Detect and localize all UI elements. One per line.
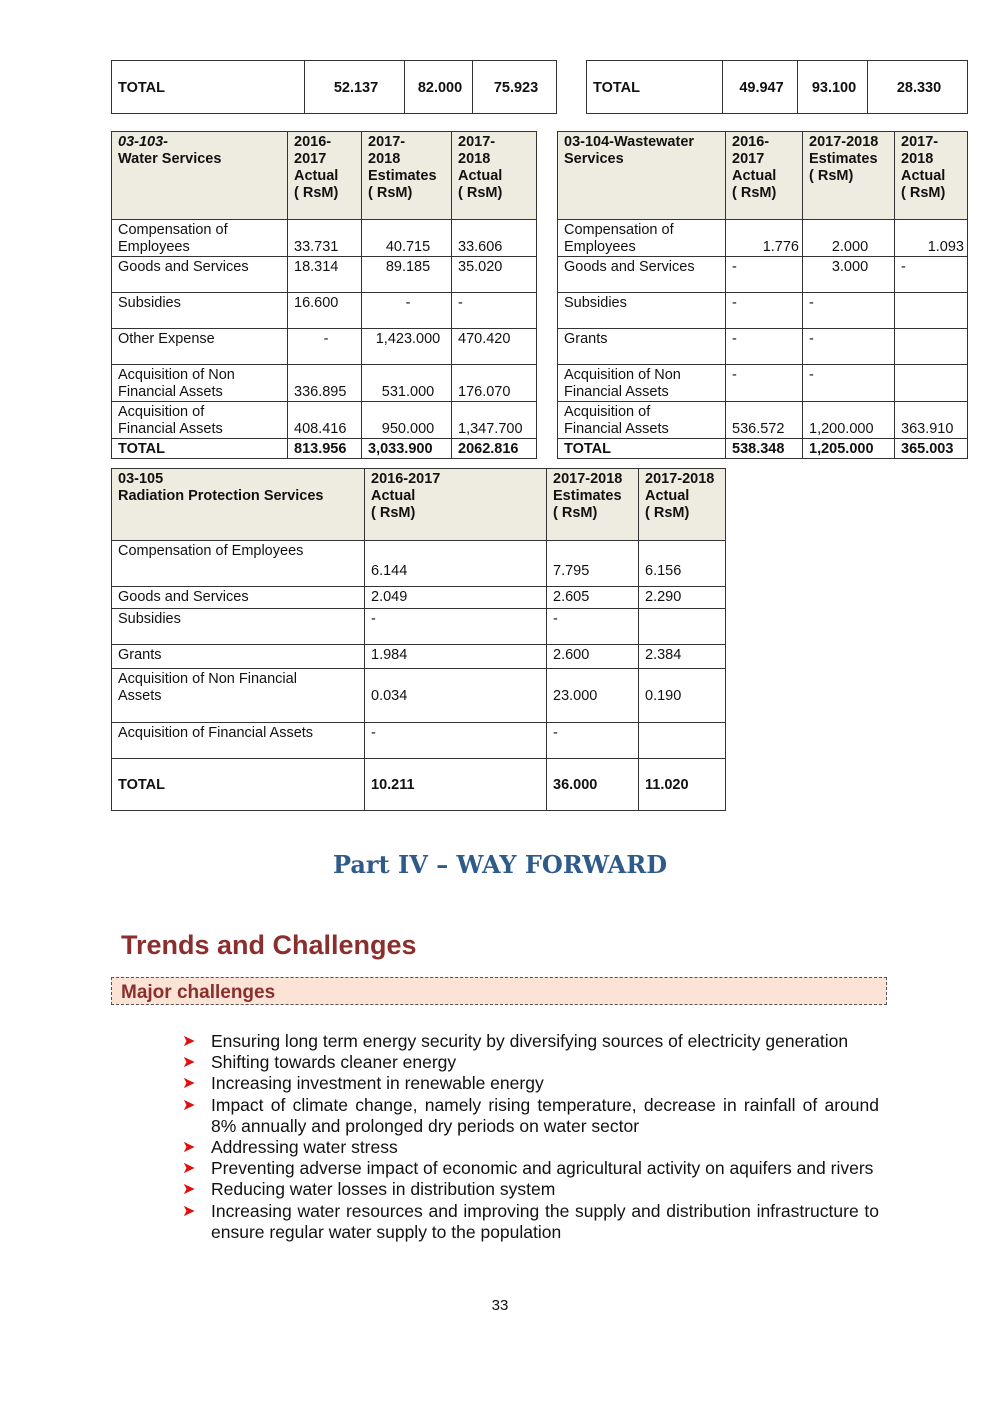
subsection-box: [111, 977, 887, 1005]
row-label: Compensation of Employees: [112, 220, 288, 257]
water-header-title: Water Services: [118, 151, 222, 167]
rad-header-col2: 2017-2018 Estimates ( RsM): [547, 469, 639, 541]
row-label: Compensation of Employees: [558, 220, 726, 257]
row-value: -: [726, 257, 803, 293]
waste-header-col3: 2017- 2018 Actual ( RsM): [895, 132, 968, 220]
row-label: Acquisition of Financial Assets: [112, 402, 288, 439]
row-value: 1,200.000: [803, 402, 895, 439]
row-value: 33.731: [288, 220, 362, 257]
water-services-table: [111, 131, 537, 459]
row-value: 3,033.900: [362, 439, 452, 459]
row-value: 18.314: [288, 257, 362, 293]
row-value: -: [803, 365, 895, 402]
row-label: Compensation of Employees: [112, 541, 365, 587]
row-value: 408.416: [288, 402, 362, 439]
row-value: 6.156: [639, 541, 726, 587]
row-value: 6.144: [365, 541, 547, 587]
top-left-total-v1: 52.137: [305, 61, 405, 114]
top-right-total-label: TOTAL: [587, 61, 723, 114]
row-label: Subsidies: [112, 293, 288, 329]
row-label: Acquisition of Non Financial Assets: [558, 365, 726, 402]
table-row: [112, 329, 537, 365]
row-value: [895, 365, 968, 402]
row-label: Subsidies: [112, 609, 365, 645]
row-label: Goods and Services: [112, 257, 288, 293]
table-row: [558, 402, 968, 439]
arrow-bullet-icon: ➤: [182, 1096, 196, 1114]
row-label: TOTAL: [112, 759, 365, 811]
table-row: [112, 541, 726, 587]
row-value: 536.572: [726, 402, 803, 439]
row-value: 23.000: [547, 669, 639, 723]
rad-header-col3: 2017-2018 Actual ( RsM): [639, 469, 726, 541]
list-item-text: Increasing investment in renewable energy: [211, 1073, 544, 1094]
arrow-bullet-icon: ➤: [182, 1033, 196, 1050]
row-value: 89.185: [362, 257, 452, 293]
part-title: Part IV – WAY FORWARD: [332, 850, 668, 879]
row-value: 7.795: [547, 541, 639, 587]
row-value: 1,205.000: [803, 439, 895, 459]
row-value: -: [452, 293, 537, 329]
top-left-total-label: TOTAL: [112, 61, 305, 114]
top-right-total-v3: 28.330: [868, 61, 968, 114]
top-left-total-v2: 82.000: [405, 61, 473, 114]
row-value: 363.910: [895, 402, 968, 439]
list-item-text: Addressing water stress: [211, 1137, 398, 1158]
row-value: -: [726, 293, 803, 329]
list-item: [182, 1201, 879, 1243]
wastewater-services-table: [557, 131, 968, 459]
list-item-text: Preventing adverse impact of economic and agricultural activity on aquifers and rivers: [211, 1158, 874, 1179]
water-header-name: [112, 132, 288, 220]
water-header-code: 03-103-: [118, 134, 168, 150]
list-item: [182, 1073, 879, 1094]
water-header-col2: 2017- 2018 Estimates ( RsM): [362, 132, 452, 220]
top-right-total-v2: 93.100: [798, 61, 868, 114]
row-value: 11.020: [639, 759, 726, 811]
row-value: -: [288, 329, 362, 365]
row-value: 1.093: [895, 220, 968, 257]
row-value: 33.606: [452, 220, 537, 257]
arrow-bullet-icon: ➤: [182, 1075, 196, 1093]
arrow-bullet-icon: ➤: [182, 1054, 196, 1072]
section-title: Trends and Challenges: [121, 930, 417, 960]
row-value: -: [547, 609, 639, 645]
row-label: Acquisition of Financial Assets: [112, 723, 365, 759]
waste-header-col1: 2016- 2017 Actual ( RsM): [726, 132, 803, 220]
row-value: 35.020: [452, 257, 537, 293]
row-value: 16.600: [288, 293, 362, 329]
table-row: [112, 293, 537, 329]
rad-header-col1: 2016-2017 Actual ( RsM): [365, 469, 547, 541]
top-table-gap: [557, 61, 587, 114]
row-value: -: [726, 365, 803, 402]
table-row: [112, 609, 726, 645]
table-row: [112, 439, 537, 459]
table-row: [558, 365, 968, 402]
waste-header-col2: 2017-2018 Estimates ( RsM): [803, 132, 895, 220]
page-number: 33: [491, 1297, 509, 1314]
row-value: 40.715: [362, 220, 452, 257]
list-item-text: Shifting towards cleaner energy: [211, 1052, 457, 1073]
row-value: 2.290: [639, 587, 726, 609]
row-value: 0.034: [365, 669, 547, 723]
waste-header-name: 03-104-Wastewater Services: [558, 132, 726, 220]
row-label: Goods and Services: [558, 257, 726, 293]
list-item: [182, 1095, 879, 1137]
list-item: [182, 1158, 879, 1179]
row-value: [895, 293, 968, 329]
table-row: [112, 645, 726, 669]
water-header-col1: 2016- 2017 Actual ( RsM): [288, 132, 362, 220]
row-value: 1.984: [365, 645, 547, 669]
row-value: 2062.816: [452, 439, 537, 459]
row-label: TOTAL: [558, 439, 726, 459]
table-row: [112, 402, 537, 439]
list-item: [182, 1031, 879, 1052]
list-item: [182, 1137, 879, 1158]
table-row: [112, 365, 537, 402]
radiation-protection-table: [111, 468, 726, 811]
row-value: 950.000: [362, 402, 452, 439]
row-label: Grants: [558, 329, 726, 365]
row-value: -: [803, 293, 895, 329]
row-value: [639, 609, 726, 645]
table-row: [112, 669, 726, 723]
row-value: -: [362, 293, 452, 329]
challenges-list: [182, 1031, 879, 1243]
row-value: 1,423.000: [362, 329, 452, 365]
row-value: 336.895: [288, 365, 362, 402]
row-value: 10.211: [365, 759, 547, 811]
table-row: [112, 723, 726, 759]
list-item-text: Impact of climate change, namely rising temperature, decrease in rainfall of around 8% annually and prolonged dry periods on water sector: [211, 1094, 879, 1136]
list-item-text: Ensuring long term energy security by diversifying sources of electricity generation: [211, 1031, 849, 1051]
row-value: [639, 723, 726, 759]
row-label: Subsidies: [558, 293, 726, 329]
row-label: Acquisition of Non Financial Assets: [112, 669, 365, 723]
table-row: [558, 329, 968, 365]
row-value: 470.420: [452, 329, 537, 365]
row-value: -: [547, 723, 639, 759]
row-value: -: [803, 329, 895, 365]
row-value: 1,347.700: [452, 402, 537, 439]
row-value: -: [726, 329, 803, 365]
row-label: Goods and Services: [112, 587, 365, 609]
row-value: 3.000: [803, 257, 895, 293]
row-label: Acquisition of Non Financial Assets: [112, 365, 288, 402]
table-row: [112, 759, 726, 811]
table-row: [558, 293, 968, 329]
row-label: Grants: [112, 645, 365, 669]
row-value: 2.000: [803, 220, 895, 257]
arrow-bullet-icon: ➤: [182, 1181, 196, 1199]
row-value: 0.190: [639, 669, 726, 723]
row-value: 2.049: [365, 587, 547, 609]
row-label: Acquisition of Financial Assets: [558, 402, 726, 439]
row-value: 365.003: [895, 439, 968, 459]
list-item: [182, 1052, 879, 1073]
row-value: 2.384: [639, 645, 726, 669]
top-right-total-v1: 49.947: [723, 61, 798, 114]
table-row: [112, 587, 726, 609]
row-label: Other Expense: [112, 329, 288, 365]
top-totals-table: [111, 60, 968, 114]
water-header-col3: 2017- 2018 Actual ( RsM): [452, 132, 537, 220]
table-row: [558, 257, 968, 293]
arrow-bullet-icon: ➤: [182, 1160, 196, 1178]
row-label: TOTAL: [112, 439, 288, 459]
list-item: [182, 1179, 879, 1200]
row-value: 2.600: [547, 645, 639, 669]
row-value: -: [365, 609, 547, 645]
arrow-bullet-icon: ➤: [182, 1202, 196, 1220]
row-value: 1.776: [726, 220, 803, 257]
row-value: 176.070: [452, 365, 537, 402]
list-item-text: Reducing water losses in distribution system: [211, 1179, 556, 1200]
row-value: 813.956: [288, 439, 362, 459]
row-value: 538.348: [726, 439, 803, 459]
list-item-text: Increasing water resources and improving the supply and distribution infrastructure to ensure regular water supply to the population: [211, 1200, 879, 1242]
rad-header-name: 03-105 Radiation Protection Services: [112, 469, 365, 541]
subsection-title: Major challenges: [121, 982, 276, 1003]
row-value: 531.000: [362, 365, 452, 402]
arrow-bullet-icon: ➤: [182, 1139, 196, 1157]
table-row: [558, 439, 968, 459]
row-value: 2.605: [547, 587, 639, 609]
table-row: [112, 220, 537, 257]
row-value: -: [365, 723, 547, 759]
top-left-total-v3: 75.923: [473, 61, 557, 114]
row-value: -: [895, 257, 968, 293]
table-row: [558, 220, 968, 257]
table-row: [112, 257, 537, 293]
row-value: [895, 329, 968, 365]
row-value: 36.000: [547, 759, 639, 811]
